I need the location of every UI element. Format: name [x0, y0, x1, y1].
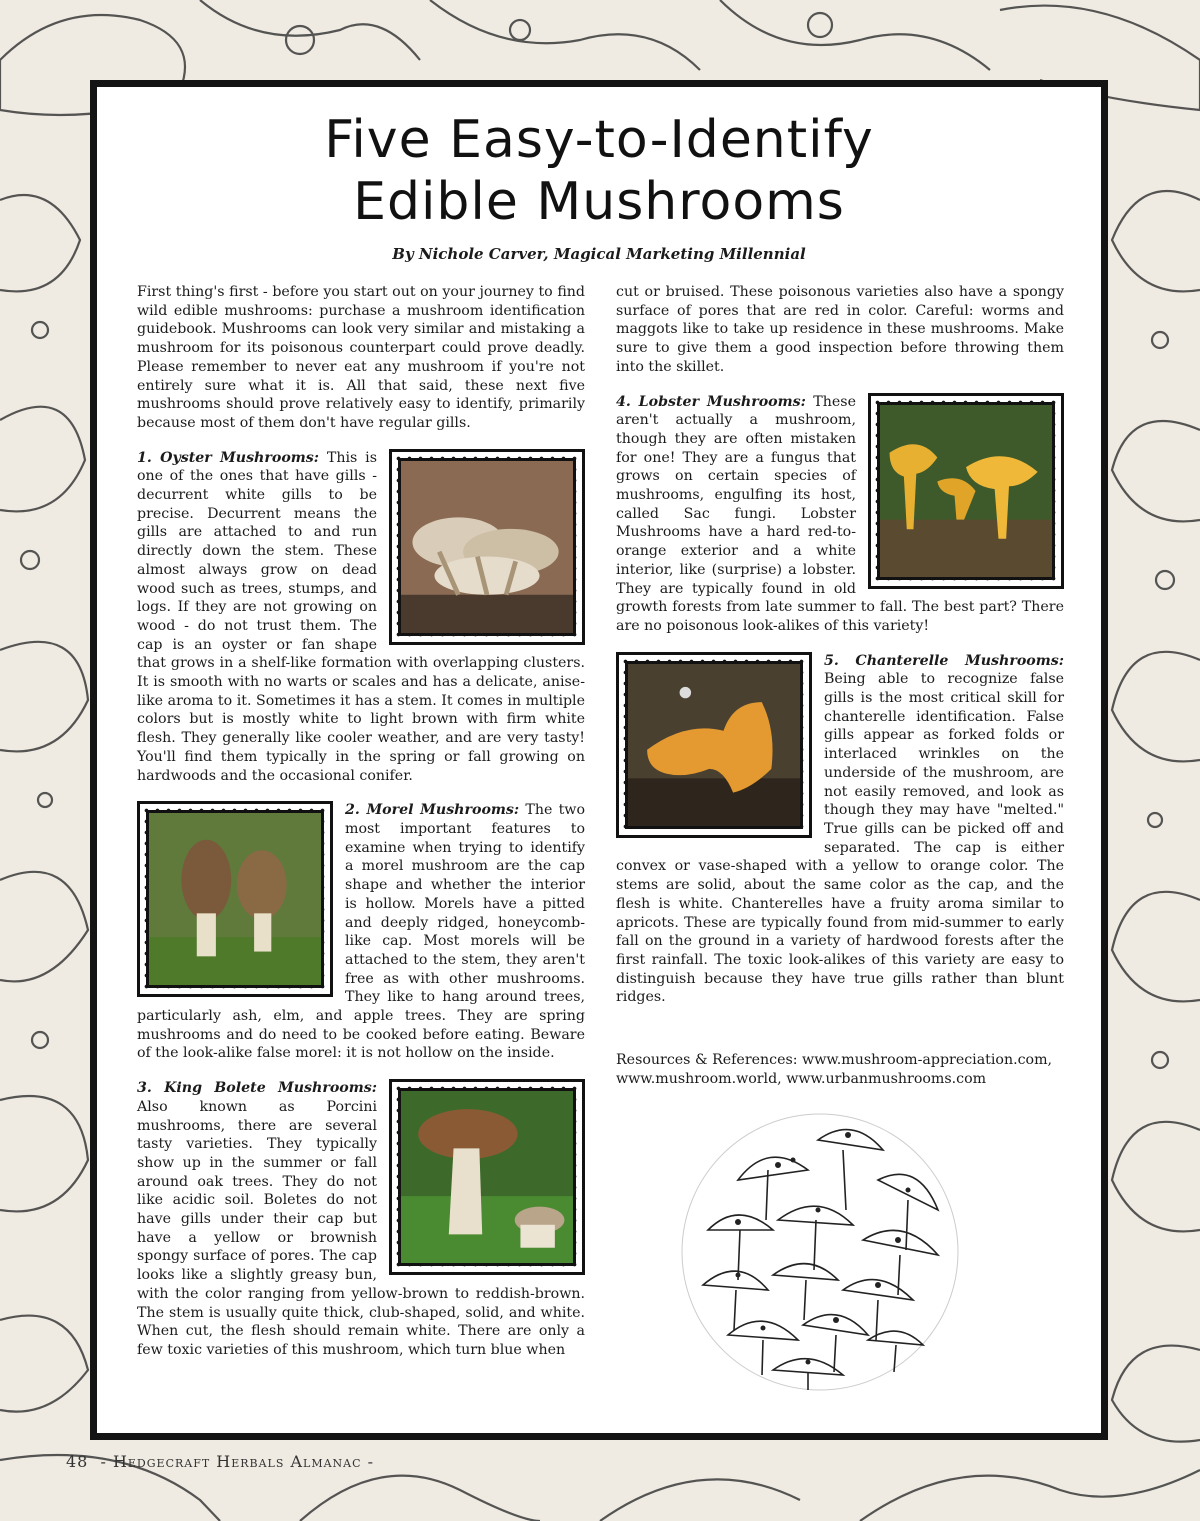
left-column — [137, 283, 585, 1376]
mushroom-circle-illustration — [678, 1110, 962, 1394]
title-line-2: Edible Mushrooms — [353, 172, 845, 232]
chanterelle-section — [616, 652, 1064, 1007]
bolete-photo — [389, 1079, 585, 1275]
lobster-photo — [868, 393, 1064, 589]
publication-name: - Hedgecraft Herbals Almanac - — [100, 1452, 375, 1471]
right-column — [616, 283, 1064, 1394]
bolete-continuation: cut or bruised. These poisonous varieties also have a spongy surface of pores that are red in color. Careful: worms and maggots like to take up residence in these mushrooms. Make sure to give them a good inspection before throwing them into the skillet. — [616, 284, 1064, 375]
page-number: 48 — [66, 1452, 89, 1471]
byline: By Nichole Carver, Magical Marketing Millennial — [392, 245, 806, 263]
morel-heading: 2. Morel Mushrooms: — [345, 802, 520, 819]
page-footer — [66, 1452, 380, 1471]
lobster-section — [616, 393, 1064, 636]
chanterelle-text: Being able to recognize false gills is the most critical skill for chanterelle identification. False gills appear as forked folds or interlaced wrinkles on the underside of the mushroom, are not easily removed, and look as though they may have "melted." True gills can be picked off and separated. The cap is either convex or vase-shaped with a yellow to orange color. The stems are solid, about the same color as the cap, and the flesh is white. Chanterelles have a fruity aroma similar to apricots. These are typically found from mid-summer to early fall on the ground in a variety of hardwood forests after the first rainfall. The toxic look-alikes of this variety are easy to distinguish because they have true gills rather than blunt ridges. — [616, 671, 1064, 1006]
chanterelle-photo — [616, 652, 812, 838]
morel-section — [137, 801, 585, 1063]
bolete-section — [137, 1079, 585, 1360]
morel-photo — [137, 801, 333, 997]
page-title — [97, 109, 1101, 233]
oyster-section — [137, 449, 585, 786]
oyster-photo — [389, 449, 585, 645]
oyster-heading: 1. Oyster Mushrooms: — [137, 449, 320, 466]
chanterelle-heading: 5. Chanterelle Mushrooms: — [824, 652, 1064, 669]
lobster-heading: 4. Lobster Mushrooms: — [616, 393, 806, 410]
resources: Resources & References: www.mushroom-appreciation.com, www.mushroom.world, www.urbanmushrooms.com — [616, 1052, 1053, 1087]
intro-paragraph: First thing's first - before you start out on your journey to find wild edible mushrooms: purchase a mushroom identification guidebook. Mushrooms can look very similar and mistaking a mushroom for its poisonous counterpart could prove deadly. Please remember to never eat any mushroom if you're not entirely sure what it is. All that said, these next five mushrooms should prove relatively easy to identify, primarily because most of them don't have regular gills. — [137, 284, 585, 431]
article-panel — [90, 80, 1108, 1440]
lobster-text: These aren't actually a mushroom, though they are often mistaken for one! They are a fungus that grows on certain species of mushrooms, engulfing its host, called Sac fungi. Lobster Mushrooms have a hard red-to-orange exterior and a white interior, like (surprise) a lobster. They are typically found in old growth forests from late summer to fall. The best part? There are no poisonous look-alikes of this variety! — [616, 393, 1064, 634]
morel-text: The two most important features to examine when trying to identify a morel mushroom are the cap shape and whether the interior is hollow. Morels have a pitted and deeply ridged, honeycomb-like cap. Most morels will be attached to the stem, they aren't free as with other mushrooms. They like to hang around trees, particularly ash, elm, and apple trees. They are spring mushrooms and do need to be cooked before eating. Beware of the look-alike false morel: it is not hollow on the inside. — [137, 802, 585, 1062]
oyster-text: This is one of the ones that have gills - decurrent white gills to be precise. Decurrent means the gills are attached to and run directly down the stem. These almost always grow on dead wood such as trees, stumps, and logs. If they are not growing on wood - do not trust them. The cap is an oyster or fan shape that grows in a shelf-like formation with overlapping clusters. It is smooth with no warts or scales and has a delicate, anise-like aroma to it. Sometimes it has a stem. It comes in multiple colors but is mostly white to light brown with firm white flesh. They generally like cooler weather, and are very tasty! You'll find them typically in the spring or fall growing on hardwoods and the occasional conifer. — [137, 449, 585, 784]
bolete-text: Also known as Porcini mushrooms, there are several tasty varieties. They typically show up in the summer or fall around oak trees. They do not like acidic soil. Boletes do not have gills under their cap but have a yellow or brownish spongy surface of pores. The cap looks like a slightly greasy bun, with the color ranging from yellow-brown to reddish-brown. The stem is usually quite thick, club-shaped, solid, and white. When cut, the flesh should remain white. There are only a few toxic varieties of this mushroom, which turn blue when — [137, 1098, 585, 1358]
bolete-heading: 3. King Bolete Mushrooms: — [137, 1080, 377, 1097]
title-line-1: Five Easy-to-Identify — [324, 110, 874, 170]
